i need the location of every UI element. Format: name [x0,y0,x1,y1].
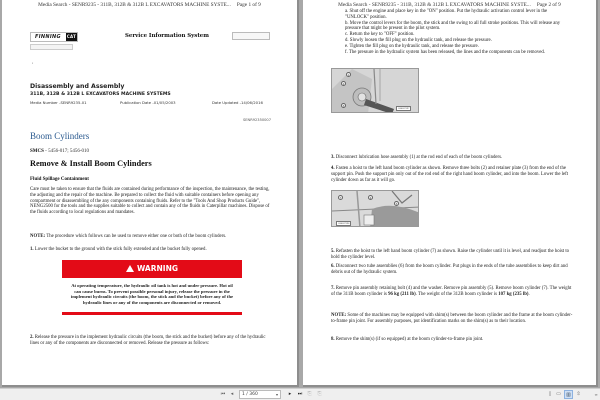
last-page-icon[interactable]: ⏭ [297,391,303,397]
figure-id: G00037397 [398,107,410,110]
step-1 [30,247,273,253]
note-paragraph [30,234,273,240]
step-number: 2. [30,335,34,340]
navigation-toolbar [0,388,600,400]
callout-5: 5 [395,202,398,206]
page-header-title: Media Search - SENR9235 - 311B, 312B & 312B L EXCAVATORS MACHINE SYSTE... [338,2,531,8]
system-title-box [232,32,270,40]
step-number: 4. [331,166,335,171]
pressure-release-substeps [345,9,570,55]
page-header-title: Media Search - SENR9235 - 311B, 312B & 312B L EXCAVATORS MACHINE SYSTE... [38,2,231,8]
callout-1: 1 [347,73,350,77]
continuous-view-icon[interactable]: ▭ [556,391,561,397]
step-text: . The weight of the 312B boom cylinder is [415,291,499,297]
doc-title: Disassembly and Assembly [30,83,125,90]
substep-b: b. Move the control levers for the boom, the stick and the swing to all full stroke positions. This will release any pressure that might be present in the pilot system. [345,20,561,32]
step-number: 7. [331,286,335,291]
step-7 [331,286,574,298]
callout-3: 3 [342,104,345,108]
smcs-label: SMCS [30,149,44,154]
step-2 [30,335,273,347]
warning-triangle-icon [126,265,134,272]
step-8 [331,337,574,343]
first-page-icon[interactable]: ⏮ [220,391,226,397]
system-title: Service Information System [125,33,209,39]
substep-f: f. The pressure in the hydraulic system has been released, the lines and the components can be removed. [345,49,545,55]
next-view-icon[interactable]: ⎘ [317,391,322,397]
step-text: Disconnect lubrication hose assembly (1) at the rod end of each of the boom cylinders. [334,155,503,160]
next-page-icon[interactable]: ▸ [288,391,292,397]
substep-e: e. Tighten the fill plug on the hydraulic tank, and release the pressure. [345,43,479,49]
page-number-input[interactable] [239,390,281,399]
note-label: NOTE: [30,234,46,239]
note-label: NOTE: [331,313,347,318]
step-text: Release the pressure in the implement hydraulic circuits (the boom, the stick and the bucket) before any of the hydraulic lines or any of the components are disconnected or removed. Release the pressure as follows: [30,335,266,346]
step-number: 8. [331,337,335,342]
single-page-view-icon[interactable]: ▯ [548,391,552,397]
warning-header [62,260,242,278]
fluid-spillage-paragraph: Care must be taken to ensure that the fluids are contained during performance of the inspection, the maintenance, the testing, the adjusting and the repair of the machine. Be prepared to collect the fluid with suitable containers before opening any compartment or disassembling of the any components containing fluids. Refer to the "Tools And Shop Products Guide", NENG2500 for the tools and the supplies suitable to collect and contain any of the fluids in Caterpillar machines. Dispose of the fluids according to local regulations and mandates. [30,187,270,216]
step-number: 5. [331,249,335,254]
substep-c: c. Return the key to "OFF" position. [345,32,415,38]
note-text: Some of the machines may be equipped with shim(s) between the boom cylinder and the frame at the boom cylinder-to-frame pin joint. For assembly purposes, put identification marks on the shim(s) as to their location. [331,313,573,324]
callout-7: 7 [339,196,342,200]
fluid-spillage-heading: Fluid Spillage Containment [30,177,89,182]
warning-footer-bar [62,312,242,315]
date-updated: Date Updated -14/06/2016 [212,100,263,105]
procedure-title: Remove & Install Boom Cylinders [30,159,152,168]
cat-logo-mark: CAT [66,34,77,39]
weight-311b: 96 kg (211 lb) [388,291,416,297]
warning-box [62,260,242,315]
step-number: 6. [331,264,335,269]
step-5 [331,249,574,261]
note-text: The procedure which follows can be used to remove either one or both of the boom cylinders. [45,234,227,239]
page-number-value: 1 / 360 [242,392,258,397]
smcs-codes [30,149,89,154]
publication-date: Publication Date -01/05/2003 [120,100,176,105]
step-text: . [528,291,530,297]
figure-hoist-cylinder [331,190,419,227]
facing-pages-view-icon[interactable]: ▥ [564,390,573,399]
page-header [2,0,297,10]
doc-id: SENR92350007 [242,118,271,122]
step-text: Remove pin assembly retaining bolt (4) and the washer. Remove pin assembly (5). Remove boom cylinder (7). The weight of the 311B boom cylinder is [331,286,572,297]
step-text: Refasten the hoist to the left hand boom cylinder (7) as shown. Raise the cylinder until it is level, and readjust the hoist to hold the cylinder level. [331,249,570,260]
warning-text: At operating temperature, the hydraulic oil tank is hot and under pressure. Hot oil can cause burns. To prevent possible personal injury, release the pressure in the implement hydraulic circuits (the boom, the stick and the bucket) before any of the hydraulic lines or any of the components are disconnected or removed. [70,283,234,305]
previous-view-icon[interactable]: ⎘ [307,391,312,397]
substep-a: a. Shut off the engine and place key in the "ON" position. Put the hydraulic activation control lever in the "UNLOCK" position. [345,9,548,20]
logo-sub-field [30,44,73,50]
step-number: 1. [30,247,34,252]
chevron-down-icon[interactable]: ▾ [275,392,278,397]
step-text: Disconnect two tube assemblies (6) from the boom cylinder. Put plugs in the ends of the tube assemblies to keep dirt and debris out of the hydraulic system. [331,264,568,275]
callout-4: 4 [369,196,372,200]
section-title: Boom Cylinders [30,131,90,141]
step-text: Fasten a hoist to the left hand boom cylinder as shown. Remove three bolts (2) and retainer plate (3) from the end of the support pin. Push the support pin only out of the rod end of the right hand boom cylinder, and into the boom. Lower the left cylinder down as far as it will go. [331,166,569,183]
figure-id: G00037398 [338,222,350,225]
callout-2: 2 [342,82,345,86]
weight-312b: 107 kg (235 lb) [498,291,529,297]
media-number: Media Number -SENR9235-01 [30,100,87,105]
step-text: Lower the bucket to the ground with the stick fully extended and the bucket fully opened. [33,247,207,252]
warning-title: WARNING [136,264,178,273]
step-4 [331,166,574,183]
step-6 [331,264,574,276]
note-paragraph [331,313,574,325]
finning-logo-text: FINNING [35,34,61,40]
page-number-label: Page 1 of 9 [236,2,261,8]
zoom-options-icon[interactable]: ∞ [594,392,598,397]
small-arrow-icon: ‹ [32,60,34,65]
page-2 [303,0,598,387]
page-number-label: Page 2 of 9 [536,2,561,8]
doc-subtitle: 311B, 312B & 312B L EXCAVATORS MACHINE SYSTEMS [30,92,171,97]
figure-lubrication-hose [331,68,419,113]
page-1 [2,0,299,387]
finning-logo [30,32,78,42]
step-number: 3. [331,155,335,160]
substep-d: d. Slowly loosen the fill plug on the hydraulic tank, and release the pressure. [345,37,492,43]
smcs-value: - 5456-017; 5456-010 [43,149,90,154]
step-3 [331,155,574,161]
logo-row [30,28,280,48]
previous-page-icon[interactable]: ◂ [230,391,234,397]
fit-page-icon[interactable]: ⇳ [576,391,581,397]
step-text: Remove the shim(s) (if so equipped) at the boom cylinder-to-frame pin joint. [334,337,484,342]
